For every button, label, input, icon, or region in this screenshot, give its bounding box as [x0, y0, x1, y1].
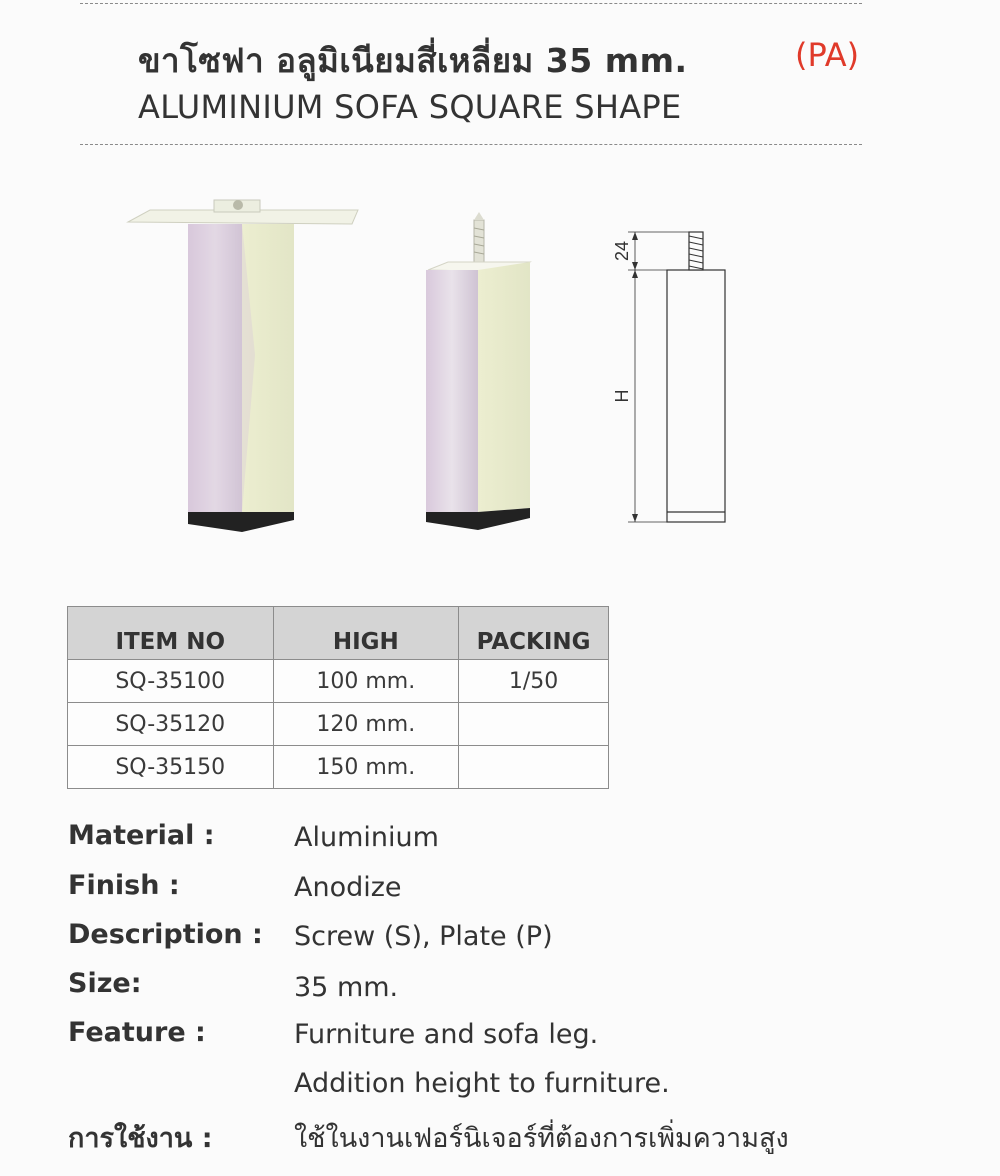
screw-leg-image: [426, 212, 530, 530]
usage-label: การใช้งาน :: [68, 1123, 213, 1154]
cell-packing: 1/50: [459, 660, 609, 703]
description-label: Description :: [68, 919, 263, 950]
table-header-row: [68, 607, 609, 660]
item-table: [67, 606, 609, 789]
cell-packing: [459, 746, 609, 789]
feature-value-line-1: Furniture and sofa leg.: [294, 1019, 599, 1050]
column-header-item-no: ITEM NO: [68, 607, 274, 660]
table-row: [68, 703, 609, 746]
cell-item-no: SQ-35150: [68, 746, 274, 789]
title-english: ALUMINIUM SOFA SQUARE SHAPE: [138, 88, 682, 126]
column-header-high: HIGH: [273, 607, 459, 660]
column-header-packing: PACKING: [459, 607, 609, 660]
usage-value: ใช้ในงานเฟอร์นิเจอร์ที่ต้องการเพิ่มความสูง: [294, 1123, 789, 1154]
dimension-thread-label: 24: [612, 240, 632, 262]
cell-high: 100 mm.: [273, 660, 459, 703]
material-value: Aluminium: [294, 822, 439, 853]
size-label: Size:: [68, 968, 142, 999]
finish-value: Anodize: [294, 872, 402, 903]
cell-high: 150 mm.: [273, 746, 459, 789]
plate-leg-image: [128, 200, 358, 532]
table-row: [68, 660, 609, 703]
feature-value-line-2: Addition height to furniture.: [294, 1068, 670, 1099]
title-thai: ขาโซฟา อลูมิเนียมสี่เหลี่ยม 35 mm.: [138, 41, 688, 80]
feature-label: Feature :: [68, 1017, 206, 1048]
cell-item-no: SQ-35100: [68, 660, 274, 703]
product-code: (PA): [795, 36, 860, 74]
product-illustration: [0, 0, 1000, 560]
cell-high: 120 mm.: [273, 703, 459, 746]
cell-item-no: SQ-35120: [68, 703, 274, 746]
dimension-height-label: H: [612, 389, 632, 403]
table-row: [68, 746, 609, 789]
size-value: 35 mm.: [294, 972, 399, 1003]
material-label: Material :: [68, 820, 215, 851]
cell-packing: [459, 703, 609, 746]
dimension-drawing: [628, 232, 725, 522]
finish-label: Finish :: [68, 870, 180, 901]
description-value: Screw (S), Plate (P): [294, 921, 553, 952]
screw-thread: [474, 220, 484, 266]
